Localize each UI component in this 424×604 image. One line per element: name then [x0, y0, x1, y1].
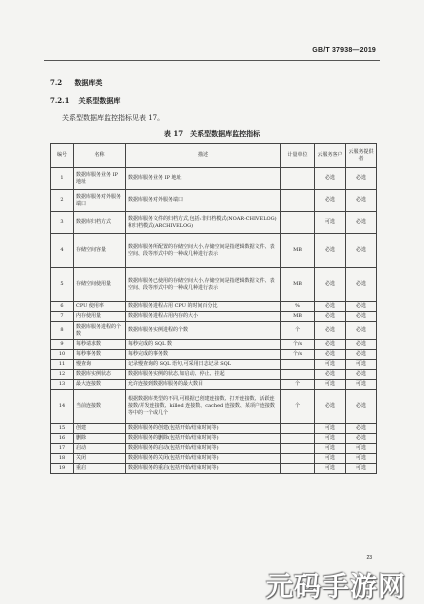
metric-name: 当前连接数	[74, 390, 126, 424]
row-number: 2	[51, 190, 74, 212]
provider-requirement: 必选	[346, 424, 377, 434]
metric-unit: MB	[281, 234, 315, 268]
metric-unit	[281, 464, 315, 474]
metric-name: 重启	[74, 464, 126, 474]
metric-name: 创建	[74, 424, 126, 434]
table-row	[51, 302, 377, 312]
table-row	[51, 380, 377, 390]
metric-name: 内存使用量	[74, 312, 126, 322]
table-row	[51, 212, 377, 234]
metric-unit: 个/s	[281, 340, 315, 350]
table-row	[51, 434, 377, 444]
table-header-row	[51, 144, 377, 168]
metric-description: 数据库服务的删除(包括开始/结束时间等)	[126, 434, 281, 444]
row-number: 15	[51, 424, 74, 434]
section-heading-7-2	[50, 78, 102, 88]
metric-description: 数据库服务进程占用 CPU 的时间百分比	[126, 302, 281, 312]
row-number: 16	[51, 434, 74, 444]
provider-requirement: 必选	[346, 350, 377, 360]
provider-requirement: 必选	[346, 302, 377, 312]
customer-requirement: 可选	[315, 424, 346, 434]
row-number: 10	[51, 350, 74, 360]
provider-requirement: 可选	[346, 380, 377, 390]
column-header: 计量单位	[281, 144, 315, 168]
customer-requirement: 必选	[315, 390, 346, 424]
customer-requirement: 可选	[315, 464, 346, 474]
row-number: 18	[51, 454, 74, 464]
row-number: 4	[51, 234, 74, 268]
table-row	[51, 340, 377, 350]
row-number: 13	[51, 380, 74, 390]
provider-requirement: 可选	[346, 444, 377, 454]
table-row	[51, 168, 377, 190]
metric-name: CPU 使用率	[74, 302, 126, 312]
column-header: 云服务客户	[315, 144, 346, 168]
table-row	[51, 464, 377, 474]
provider-requirement: 必选	[346, 312, 377, 322]
table-row	[51, 454, 377, 464]
metric-description: 每秒完成的 SQL 数	[126, 340, 281, 350]
section-number: 7.2.1	[50, 96, 70, 105]
metric-name: 数据库服务业务 IP 地址	[74, 168, 126, 190]
customer-requirement: 必选	[315, 340, 346, 350]
metric-name: 数据库服务对外服务端口	[74, 190, 126, 212]
table-row	[51, 350, 377, 360]
row-number: 9	[51, 340, 74, 350]
provider-requirement: 必选	[346, 370, 377, 380]
metric-unit: MB	[281, 268, 315, 302]
table-row	[51, 360, 377, 370]
metric-description: 数据库服务业务 IP 地址	[126, 168, 281, 190]
section-title: 数据库类	[74, 78, 103, 87]
customer-requirement: 必选	[315, 234, 346, 268]
provider-requirement: 必选	[346, 234, 377, 268]
metric-name: 数据库服务进程的个数	[74, 322, 126, 340]
standard-number: GB/T 37938—2019	[312, 47, 376, 54]
customer-requirement: 必选	[315, 312, 346, 322]
column-header: 编号	[51, 144, 74, 168]
section-title: 关系型数据库	[78, 96, 121, 105]
metric-description: 数据库服务对外服务端口	[126, 190, 281, 212]
metrics-table	[50, 143, 377, 474]
metric-name: 启动	[74, 444, 126, 454]
column-header: 云服务提供者	[346, 144, 377, 168]
metric-unit	[281, 212, 315, 234]
provider-requirement: 必选	[346, 168, 377, 190]
customer-requirement: 必选	[315, 190, 346, 212]
metric-description: 数据库服务的重启(包括开始/结束时间等)	[126, 464, 281, 474]
metric-description: 数据库服务进程占用内存的大小	[126, 312, 281, 322]
metric-description: 数据库服务的关闭(包括开始/结束时间等)	[126, 454, 281, 464]
metric-name: 每秒事务数	[74, 350, 126, 360]
table-row	[51, 390, 377, 424]
customer-requirement: 可选	[315, 434, 346, 444]
metric-name: 每秒请求数	[74, 340, 126, 350]
metric-unit: 个	[281, 380, 315, 390]
metric-name: 最大连接数	[74, 380, 126, 390]
metric-description: 根据数据库类型的不同,可根据已创建连接数、打开连接数、活跃连接数/并发连接数、killed 连接数、cached 连接数、某项户连接数等中的一个或几个	[126, 390, 281, 424]
customer-requirement: 可选	[315, 380, 346, 390]
row-number: 17	[51, 444, 74, 454]
metric-description: 记录慢查询的 SQL 语句,可采用日志记录 SQL	[126, 360, 281, 370]
metric-description: 数据库服务文件的归档方式,包括:非归档模式(NOAR-CHIVELOG)和归档模式(ARCHIVELOG)	[126, 212, 281, 234]
customer-requirement: 必选	[315, 268, 346, 302]
metric-name: 删除	[74, 434, 126, 444]
provider-requirement: 必选	[346, 268, 377, 302]
watermark-logo: 元码手游网	[266, 572, 406, 603]
metric-unit	[281, 370, 315, 380]
provider-requirement: 必选	[346, 190, 377, 212]
metric-unit	[281, 434, 315, 444]
metric-description: 数据库服务实例的状态,如启动、停止、挂起	[126, 370, 281, 380]
metric-name: 关闭	[74, 454, 126, 464]
metric-unit: 个	[281, 322, 315, 340]
metric-name: 数据库实例状态	[74, 370, 126, 380]
metric-unit	[281, 168, 315, 190]
metric-name: 慢查询	[74, 360, 126, 370]
row-number: 5	[51, 268, 74, 302]
table-row	[51, 312, 377, 322]
section-number: 7.2	[50, 78, 63, 87]
table-row	[51, 424, 377, 434]
customer-requirement: 可选	[315, 454, 346, 464]
column-header: 描述	[126, 144, 281, 168]
metric-unit	[281, 454, 315, 464]
metric-unit	[281, 424, 315, 434]
metric-description: 数据库服务的创建(包括开始/结束时间等)	[126, 424, 281, 434]
metric-unit	[281, 190, 315, 212]
metric-unit	[281, 360, 315, 370]
customer-requirement: 必选	[315, 370, 346, 380]
customer-requirement: 可选	[315, 360, 346, 370]
metric-name: 数据库归档方式	[74, 212, 126, 234]
metric-description: 数据库服务所配置的存储空间大小,存储空间是指逻辑数据文件、表空间、段等形式中的一种或几种进行表示	[126, 234, 281, 268]
table-row	[51, 322, 377, 340]
customer-requirement: 必选	[315, 168, 346, 190]
table-row	[51, 444, 377, 454]
customer-requirement: 可选	[315, 444, 346, 454]
metric-name: 存储空间容量	[74, 234, 126, 268]
customer-requirement: 可选	[315, 212, 346, 234]
table-body	[51, 168, 377, 474]
customer-requirement: 必选	[315, 302, 346, 312]
header-rule	[44, 60, 380, 61]
provider-requirement: 必选	[346, 434, 377, 444]
row-number: 8	[51, 322, 74, 340]
table-row	[51, 234, 377, 268]
metric-unit	[281, 444, 315, 454]
provider-requirement: 必选	[346, 340, 377, 350]
metric-description: 每秒完成的事务数	[126, 350, 281, 360]
row-number: 6	[51, 302, 74, 312]
metric-description: 数据库服务已使用的存储空间大小,存储空间是指逻辑数据文件、表空间、段等形式中的一种或几种进行表示	[126, 268, 281, 302]
table-row	[51, 190, 377, 212]
row-number: 11	[51, 360, 74, 370]
metric-description: 允许连接到数据库服务的最大数目	[126, 380, 281, 390]
metric-name: 存储空间使用量	[74, 268, 126, 302]
metric-unit: MB	[281, 312, 315, 322]
row-number: 1	[51, 168, 74, 190]
provider-requirement: 必选	[346, 390, 377, 424]
column-header: 名称	[74, 144, 126, 168]
table-row	[51, 370, 377, 380]
row-number: 3	[51, 212, 74, 234]
table-title: 表 17 关系型数据库监控指标	[163, 129, 261, 138]
metric-description: 数据库服务的启动(包括开始/结束时间等)	[126, 444, 281, 454]
provider-requirement: 必选	[346, 322, 377, 340]
provider-requirement: 可选	[346, 464, 377, 474]
intro-paragraph: 关系型数据库监控指标见表 17。	[62, 114, 165, 122]
provider-requirement: 必选	[346, 212, 377, 234]
row-number: 7	[51, 312, 74, 322]
customer-requirement: 必选	[315, 350, 346, 360]
metric-unit: %	[281, 302, 315, 312]
page-number: 23	[366, 555, 372, 561]
metric-unit: 个/s	[281, 350, 315, 360]
row-number: 19	[51, 464, 74, 474]
metric-description: 数据库服务实例进程的个数	[126, 322, 281, 340]
metric-unit: 个	[281, 390, 315, 424]
row-number: 14	[51, 390, 74, 424]
customer-requirement: 必选	[315, 322, 346, 340]
section-heading-7-2-1	[50, 96, 120, 106]
provider-requirement: 可选	[346, 454, 377, 464]
table-row	[51, 268, 377, 302]
row-number: 12	[51, 370, 74, 380]
provider-requirement: 可选	[346, 360, 377, 370]
